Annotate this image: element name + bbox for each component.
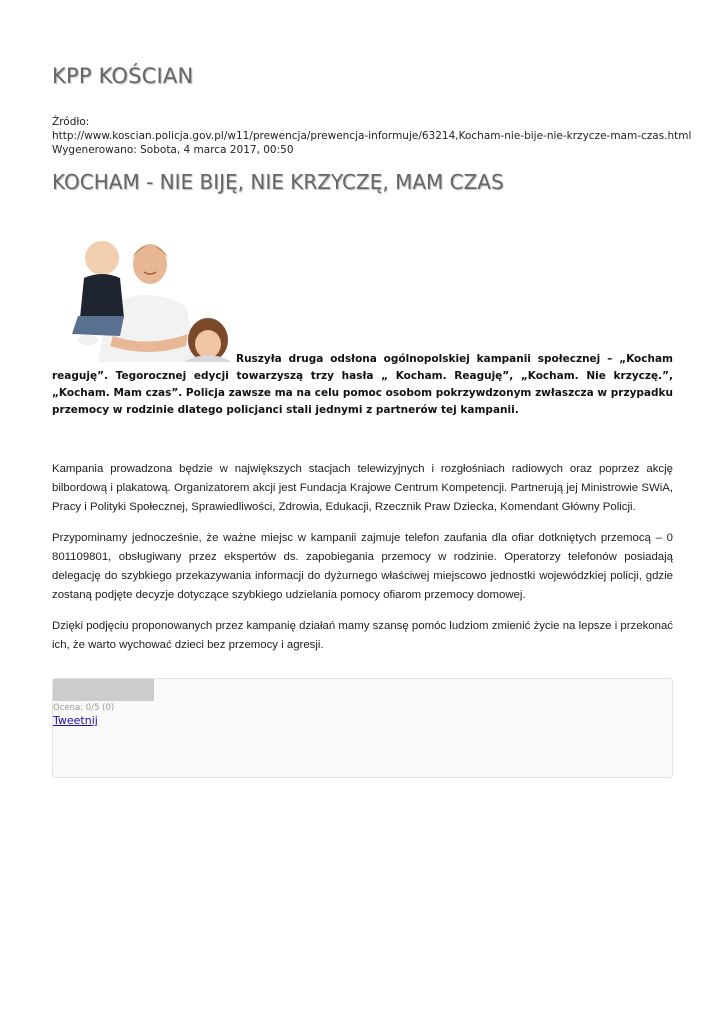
lead-text: Ruszyła druga odsłona ogólnopolskiej kampanii społecznej – „Kocham reaguję”. Tegorocznej edycji towarzyszą trzy hasła „ Kocham. Reaguję”, „Kocham. Nie krzyczę.”, „Kocham. Mam czas”. Policja zawsze ma na celu pomoc osobom pokrzywdzonym zwłaszcza w przypadku przemocy w rodzinie dlatego policjanci stali jednymi z partnerów tej kampanii.: [52, 353, 673, 416]
article-body: [52, 460, 673, 667]
article-title: KOCHAM - NIE BIJĘ, NIE KRZYCZĘ, MAM CZAS: [52, 170, 504, 194]
tweet-link[interactable]: Tweetnij: [53, 714, 98, 727]
article-lead: [52, 351, 673, 419]
source-url: http://www.koscian.policja.gov.pl/w11/prewencja/prewencja-informuje/63214,Kocham-nie-bije-nie-krzycze-mam-czas.html: [52, 130, 692, 142]
document-meta: [52, 115, 691, 157]
family-photo: [58, 236, 234, 362]
site-title: KPP KOŚCIAN: [52, 64, 194, 88]
source-label: Źródło:: [52, 116, 90, 128]
paragraph: Przypominamy jednocześnie, że ważne miejsc w kampanii zajmuje telefon zaufania dla ofiar dotkniętych przemocą – 0 801109801, obsługiwany przez ekspertów ds. zapobiegania przemocy w rodzinie. Operatorzy telefonów posiadają delegację do szybkiego przekazywania informacji do dyżurnego właściwej miejscowo jednostki wojewódzkiej policji, gdzie zostaną podjęte decyzje dotyczące szybkiego udzielania pomocy ofiarom przemocy domowej.: [52, 532, 673, 601]
generated-timestamp: Wygenerowano: Sobota, 4 marca 2017, 00:50: [52, 144, 294, 156]
paragraph: Dzięki podjęciu proponowanych przez kampanię działań mamy szansę pomóc ludziom zmienić życie na lepsze i przekonać ich, że warto wychować dzieci bez przemocy i agresji.: [52, 620, 673, 651]
rating-stars-bar[interactable]: [53, 679, 154, 701]
rating-box: [52, 678, 673, 778]
rating-text: Ocena: 0/5 (0): [53, 703, 115, 713]
paragraph: Kampania prowadzona będzie w największych stacjach telewizyjnych i rozgłośniach radiowych oraz poprzez akcję bilbordową i plakatową. Organizatorem akcji jest Fundacja Krajowe Centrum Kompetencji. Partnerują jej Ministrowie SWiA, Pracy i Polityki Społecznej, Sprawiedliwości, Zdrowia, Edukacji, Rzecznik Praw Dziecka, Komendant Główny Policji.: [52, 463, 673, 513]
